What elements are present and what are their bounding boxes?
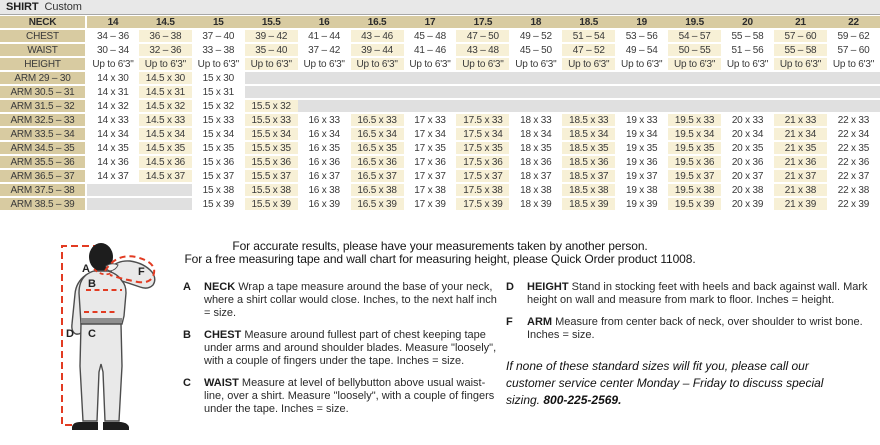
size-cell: 18.5 x 33 bbox=[562, 113, 615, 127]
empty-cell bbox=[721, 71, 774, 85]
empty-cell bbox=[456, 85, 509, 99]
size-cell: 16 x 35 bbox=[298, 141, 351, 155]
neck-size-header: 16.5 bbox=[351, 16, 404, 29]
size-cell: Up to 6'3" bbox=[139, 57, 192, 71]
figure-left-shoe bbox=[72, 422, 98, 430]
empty-cell bbox=[562, 99, 615, 113]
size-cell: 17 x 37 bbox=[404, 169, 457, 183]
size-cell: 47 – 52 bbox=[562, 43, 615, 57]
size-cell: 17.5 x 35 bbox=[456, 141, 509, 155]
size-cell: 49 – 52 bbox=[509, 29, 562, 43]
size-cell: Up to 6'3" bbox=[456, 57, 509, 71]
size-cell: 47 – 50 bbox=[456, 29, 509, 43]
neck-size-header: 15 bbox=[192, 16, 245, 29]
empty-cell bbox=[721, 85, 774, 99]
size-cell: 19 x 37 bbox=[615, 169, 668, 183]
size-cell: 57 – 60 bbox=[774, 29, 827, 43]
empty-cell bbox=[668, 71, 721, 85]
size-cell: 15.5 x 39 bbox=[245, 197, 298, 211]
empty-cell bbox=[139, 183, 192, 197]
neck-size-header: 14 bbox=[86, 16, 139, 29]
instruction-letter: D bbox=[506, 281, 514, 293]
neck-size-header: 17 bbox=[404, 16, 457, 29]
empty-cell bbox=[615, 99, 668, 113]
instructions-left-column bbox=[183, 281, 505, 425]
size-cell: Up to 6'3" bbox=[404, 57, 457, 71]
size-cell: Up to 6'3" bbox=[509, 57, 562, 71]
size-cell: 16 x 36 bbox=[298, 155, 351, 169]
size-cell: 16 x 34 bbox=[298, 127, 351, 141]
size-cell: 18.5 x 38 bbox=[562, 183, 615, 197]
size-cell: 51 – 54 bbox=[562, 29, 615, 43]
row-label: ARM 30.5 – 31 bbox=[0, 85, 86, 99]
size-cell: 19.5 x 38 bbox=[668, 183, 721, 197]
size-cell: 18 x 39 bbox=[509, 197, 562, 211]
size-cell: 16.5 x 39 bbox=[351, 197, 404, 211]
size-cell: 14 x 37 bbox=[86, 169, 139, 183]
empty-cell bbox=[298, 71, 351, 85]
empty-cell bbox=[562, 85, 615, 99]
measurement-figure-diagram bbox=[2, 238, 174, 443]
size-cell: 19 x 39 bbox=[615, 197, 668, 211]
size-cell: 15 x 34 bbox=[192, 127, 245, 141]
size-cell: 18.5 x 35 bbox=[562, 141, 615, 155]
empty-cell bbox=[298, 85, 351, 99]
empty-cell bbox=[404, 85, 457, 99]
size-cell: Up to 6'3" bbox=[192, 57, 245, 71]
empty-cell bbox=[721, 99, 774, 113]
empty-cell bbox=[827, 85, 880, 99]
size-cell: 14.5 x 32 bbox=[139, 99, 192, 113]
instruction-letter: C bbox=[183, 377, 191, 389]
size-cell: 20 x 36 bbox=[721, 155, 774, 169]
size-cell: 15 x 31 bbox=[192, 85, 245, 99]
row-label: CHEST bbox=[0, 29, 86, 43]
instruction-letter: F bbox=[506, 316, 513, 328]
instruction-text: Measure around fullest part of chest keeping tape under arms and around shoulder blades. Measure "loosely", with a couple of fingers under the tape. Inches = size. bbox=[204, 329, 497, 367]
figure-right-shoe bbox=[103, 422, 129, 430]
size-cell: 18.5 x 37 bbox=[562, 169, 615, 183]
size-table-row bbox=[0, 85, 880, 99]
size-cell: 19.5 x 33 bbox=[668, 113, 721, 127]
corner-label: NECK bbox=[0, 16, 86, 29]
size-cell: 45 – 50 bbox=[509, 43, 562, 57]
size-cell: 17.5 x 38 bbox=[456, 183, 509, 197]
empty-cell bbox=[509, 85, 562, 99]
figure-legs bbox=[80, 324, 122, 421]
size-cell: 17 x 34 bbox=[404, 127, 457, 141]
intro-line-2: For a free measuring tape and wall chart for measuring height, please Quick Order product 11008. bbox=[184, 252, 696, 266]
size-cell: 19 x 36 bbox=[615, 155, 668, 169]
size-cell: 32 – 36 bbox=[139, 43, 192, 57]
instruction-waist bbox=[183, 377, 505, 416]
size-cell: 19.5 x 39 bbox=[668, 197, 721, 211]
empty-cell bbox=[774, 71, 827, 85]
neck-size-header: 19 bbox=[615, 16, 668, 29]
empty-cell bbox=[774, 85, 827, 99]
size-cell: 17 x 38 bbox=[404, 183, 457, 197]
size-cell: 20 x 33 bbox=[721, 113, 774, 127]
instruction-letter: B bbox=[183, 329, 191, 341]
size-cell: 22 x 33 bbox=[827, 113, 880, 127]
empty-cell bbox=[615, 85, 668, 99]
empty-cell bbox=[509, 71, 562, 85]
row-label: ARM 38.5 – 39 bbox=[0, 197, 86, 211]
instruction-text: Measure at level of bellybutton above usual waist-line, over a shirt. Measure "loosely", with a couple of fingers under the tape. Inches = size. bbox=[204, 377, 495, 415]
size-table-row bbox=[0, 43, 880, 57]
instruction-arm bbox=[506, 316, 874, 342]
size-cell: 14 x 32 bbox=[86, 99, 139, 113]
size-cell: 21 x 37 bbox=[774, 169, 827, 183]
instruction-text: Wrap a tape measure around the base of your neck, where a shirt collar would close. Inches, to the next half inch = size. bbox=[204, 281, 497, 319]
size-cell: 14.5 x 37 bbox=[139, 169, 192, 183]
size-cell: 15 x 36 bbox=[192, 155, 245, 169]
size-cell: 54 – 57 bbox=[668, 29, 721, 43]
size-cell: 19.5 x 35 bbox=[668, 141, 721, 155]
size-cell: 16 x 33 bbox=[298, 113, 351, 127]
intro-text bbox=[0, 240, 880, 266]
size-cell: Up to 6'3" bbox=[562, 57, 615, 71]
figure-label-a: A bbox=[82, 263, 90, 275]
size-cell: 16.5 x 37 bbox=[351, 169, 404, 183]
empty-cell bbox=[245, 71, 298, 85]
size-cell: 19.5 x 37 bbox=[668, 169, 721, 183]
empty-cell bbox=[668, 85, 721, 99]
size-cell: 39 – 42 bbox=[245, 29, 298, 43]
size-cell: 15 x 39 bbox=[192, 197, 245, 211]
size-cell: Up to 6'3" bbox=[86, 57, 139, 71]
table-title-bar bbox=[0, 0, 880, 15]
size-cell: 18 x 38 bbox=[509, 183, 562, 197]
instruction-term: ARM bbox=[527, 316, 553, 328]
size-cell: 51 – 56 bbox=[721, 43, 774, 57]
size-cell: 18 x 36 bbox=[509, 155, 562, 169]
size-cell: 17 x 33 bbox=[404, 113, 457, 127]
figure-belt bbox=[81, 318, 122, 323]
size-cell: 22 x 38 bbox=[827, 183, 880, 197]
row-label: ARM 31.5 – 32 bbox=[0, 99, 86, 113]
figure-label-f: F bbox=[138, 266, 145, 278]
row-label: ARM 32.5 – 33 bbox=[0, 113, 86, 127]
size-cell: 55 – 58 bbox=[774, 43, 827, 57]
size-cell: Up to 6'3" bbox=[615, 57, 668, 71]
size-cell: 20 x 34 bbox=[721, 127, 774, 141]
size-cell: 18 x 33 bbox=[509, 113, 562, 127]
size-cell: 20 x 37 bbox=[721, 169, 774, 183]
size-cell: 43 – 46 bbox=[351, 29, 404, 43]
size-cell: 14 x 33 bbox=[86, 113, 139, 127]
size-cell: 18.5 x 36 bbox=[562, 155, 615, 169]
size-cell: Up to 6'3" bbox=[351, 57, 404, 71]
size-cell: 34 – 36 bbox=[86, 29, 139, 43]
size-cell: 55 – 58 bbox=[721, 29, 774, 43]
size-cell: 15 x 38 bbox=[192, 183, 245, 197]
size-cell: 35 – 40 bbox=[245, 43, 298, 57]
size-cell: 17.5 x 37 bbox=[456, 169, 509, 183]
size-cell: 50 – 55 bbox=[668, 43, 721, 57]
neck-size-header: 21 bbox=[774, 16, 827, 29]
size-cell: 22 x 34 bbox=[827, 127, 880, 141]
size-table-row bbox=[0, 141, 880, 155]
size-cell: 33 – 38 bbox=[192, 43, 245, 57]
empty-cell bbox=[86, 197, 139, 211]
size-cell: 37 – 40 bbox=[192, 29, 245, 43]
neck-size-header: 20 bbox=[721, 16, 774, 29]
size-table-row bbox=[0, 169, 880, 183]
neck-size-header: 16 bbox=[298, 16, 351, 29]
instruction-term: NECK bbox=[204, 281, 236, 293]
empty-cell bbox=[351, 71, 404, 85]
size-cell: 15 x 32 bbox=[192, 99, 245, 113]
size-cell: 19 x 35 bbox=[615, 141, 668, 155]
size-cell: 17.5 x 39 bbox=[456, 197, 509, 211]
size-cell: 20 x 35 bbox=[721, 141, 774, 155]
empty-cell bbox=[456, 71, 509, 85]
instruction-chest bbox=[183, 329, 505, 368]
size-cell: 22 x 39 bbox=[827, 197, 880, 211]
size-cell: 15.5 x 34 bbox=[245, 127, 298, 141]
size-cell: 15.5 x 37 bbox=[245, 169, 298, 183]
instruction-term: WAIST bbox=[204, 377, 239, 389]
figure-label-d: D bbox=[66, 328, 74, 340]
size-table-row bbox=[0, 29, 880, 43]
empty-cell bbox=[86, 183, 139, 197]
figure-label-b: B bbox=[88, 278, 96, 290]
size-table-row bbox=[0, 57, 880, 71]
size-table-row bbox=[0, 197, 880, 211]
size-cell: 16.5 x 38 bbox=[351, 183, 404, 197]
empty-cell bbox=[404, 99, 457, 113]
instructions-right-column bbox=[506, 281, 874, 409]
empty-cell bbox=[827, 99, 880, 113]
size-cell: 18 x 37 bbox=[509, 169, 562, 183]
row-label: ARM 37.5 – 38 bbox=[0, 183, 86, 197]
size-cell: 17.5 x 36 bbox=[456, 155, 509, 169]
empty-cell bbox=[827, 71, 880, 85]
size-cell: 15.5 x 33 bbox=[245, 113, 298, 127]
size-cell: 14.5 x 34 bbox=[139, 127, 192, 141]
size-cell: 45 – 48 bbox=[404, 29, 457, 43]
size-cell: 30 – 34 bbox=[86, 43, 139, 57]
intro-line-1: For accurate results, please have your measurements taken by another person. bbox=[232, 239, 648, 253]
figure-torso bbox=[79, 271, 126, 324]
size-cell: 19 x 33 bbox=[615, 113, 668, 127]
size-cell: Up to 6'3" bbox=[245, 57, 298, 71]
size-cell: 15 x 35 bbox=[192, 141, 245, 155]
size-cell: 16.5 x 36 bbox=[351, 155, 404, 169]
empty-cell bbox=[456, 99, 509, 113]
empty-cell bbox=[139, 197, 192, 211]
size-table-row bbox=[0, 183, 880, 197]
size-cell: 19 x 34 bbox=[615, 127, 668, 141]
size-cell: Up to 6'3" bbox=[827, 57, 880, 71]
size-cell: 18.5 x 39 bbox=[562, 197, 615, 211]
empty-cell bbox=[668, 99, 721, 113]
size-cell: 15.5 x 38 bbox=[245, 183, 298, 197]
neck-size-header: 15.5 bbox=[245, 16, 298, 29]
size-cell: 14 x 36 bbox=[86, 155, 139, 169]
size-cell: 22 x 37 bbox=[827, 169, 880, 183]
empty-cell bbox=[351, 99, 404, 113]
empty-cell bbox=[509, 99, 562, 113]
size-cell: 53 – 56 bbox=[615, 29, 668, 43]
size-cell: 37 – 42 bbox=[298, 43, 351, 57]
size-cell: 15.5 x 32 bbox=[245, 99, 298, 113]
size-cell: 36 – 38 bbox=[139, 29, 192, 43]
size-cell: 14 x 31 bbox=[86, 85, 139, 99]
size-cell: 15.5 x 35 bbox=[245, 141, 298, 155]
empty-cell bbox=[562, 71, 615, 85]
neck-size-header: 18.5 bbox=[562, 16, 615, 29]
neck-size-header: 17.5 bbox=[456, 16, 509, 29]
size-cell: 14 x 30 bbox=[86, 71, 139, 85]
size-cell: 19.5 x 34 bbox=[668, 127, 721, 141]
size-cell: 16.5 x 35 bbox=[351, 141, 404, 155]
neck-header-row bbox=[0, 16, 880, 29]
size-cell: 49 – 54 bbox=[615, 43, 668, 57]
instruction-neck bbox=[183, 281, 505, 320]
size-cell: 14 x 34 bbox=[86, 127, 139, 141]
size-cell: 14.5 x 31 bbox=[139, 85, 192, 99]
size-cell: 16 x 37 bbox=[298, 169, 351, 183]
size-cell: 59 – 62 bbox=[827, 29, 880, 43]
row-label: ARM 35.5 – 36 bbox=[0, 155, 86, 169]
shirt-size-table bbox=[0, 16, 880, 212]
size-cell: 17 x 39 bbox=[404, 197, 457, 211]
empty-cell bbox=[774, 99, 827, 113]
size-cell: 21 x 33 bbox=[774, 113, 827, 127]
neck-size-header: 14.5 bbox=[139, 16, 192, 29]
size-cell: 20 x 39 bbox=[721, 197, 774, 211]
size-cell: 14 x 35 bbox=[86, 141, 139, 155]
size-cell: 19 x 38 bbox=[615, 183, 668, 197]
size-cell: 16 x 38 bbox=[298, 183, 351, 197]
size-cell: Up to 6'3" bbox=[668, 57, 721, 71]
row-label: ARM 29 – 30 bbox=[0, 71, 86, 85]
neck-size-header: 22 bbox=[827, 16, 880, 29]
size-cell: 41 – 44 bbox=[298, 29, 351, 43]
size-cell: 21 x 38 bbox=[774, 183, 827, 197]
size-cell: 14.5 x 36 bbox=[139, 155, 192, 169]
row-label: ARM 36.5 – 37 bbox=[0, 169, 86, 183]
size-cell: 43 – 48 bbox=[456, 43, 509, 57]
size-cell: 17 x 36 bbox=[404, 155, 457, 169]
instruction-letter: A bbox=[183, 281, 191, 293]
empty-cell bbox=[404, 71, 457, 85]
size-table-row bbox=[0, 99, 880, 113]
size-cell: 21 x 35 bbox=[774, 141, 827, 155]
size-cell: 21 x 39 bbox=[774, 197, 827, 211]
row-label: WAIST bbox=[0, 43, 86, 57]
size-table-row bbox=[0, 71, 880, 85]
instruction-term: HEIGHT bbox=[527, 281, 569, 293]
size-cell: 16.5 x 33 bbox=[351, 113, 404, 127]
size-cell: Up to 6'3" bbox=[298, 57, 351, 71]
size-cell: 15 x 37 bbox=[192, 169, 245, 183]
size-cell: 22 x 35 bbox=[827, 141, 880, 155]
size-cell: 14.5 x 30 bbox=[139, 71, 192, 85]
row-label: HEIGHT bbox=[0, 57, 86, 71]
empty-cell bbox=[351, 85, 404, 99]
size-cell: 17 x 35 bbox=[404, 141, 457, 155]
size-cell: 14.5 x 33 bbox=[139, 113, 192, 127]
size-cell: 41 – 46 bbox=[404, 43, 457, 57]
size-cell: 15 x 30 bbox=[192, 71, 245, 85]
size-table-row bbox=[0, 113, 880, 127]
instruction-text: Measure from center back of neck, over shoulder to wrist bone. Inches = size. bbox=[527, 316, 863, 341]
size-cell: 57 – 60 bbox=[827, 43, 880, 57]
instruction-height bbox=[506, 281, 874, 307]
empty-cell bbox=[615, 71, 668, 85]
size-cell: 15 x 33 bbox=[192, 113, 245, 127]
size-cell: 17.5 x 33 bbox=[456, 113, 509, 127]
size-table-row bbox=[0, 127, 880, 141]
instruction-term: CHEST bbox=[204, 329, 242, 341]
empty-cell bbox=[298, 99, 351, 113]
size-cell: Up to 6'3" bbox=[721, 57, 774, 71]
size-cell: 21 x 36 bbox=[774, 155, 827, 169]
size-cell: 16 x 39 bbox=[298, 197, 351, 211]
size-cell: Up to 6'3" bbox=[774, 57, 827, 71]
figure-label-c: C bbox=[88, 328, 96, 340]
size-cell: 18 x 35 bbox=[509, 141, 562, 155]
size-cell: 20 x 38 bbox=[721, 183, 774, 197]
neck-size-header: 18 bbox=[509, 16, 562, 29]
row-label: ARM 33.5 – 34 bbox=[0, 127, 86, 141]
instruction-text: Stand in stocking feet with heels and back against wall. Mark height on wall and measure from mark to floor. Inches = height. bbox=[527, 281, 868, 306]
special-sizing-text: If none of these standard sizes will fit you, please call our customer service center Monday – Friday to discuss special sizing. bbox=[506, 359, 824, 407]
empty-cell bbox=[245, 85, 298, 99]
size-cell: 19.5 x 36 bbox=[668, 155, 721, 169]
size-cell: 18.5 x 34 bbox=[562, 127, 615, 141]
special-sizing-note bbox=[506, 358, 851, 409]
size-cell: 14.5 x 35 bbox=[139, 141, 192, 155]
size-cell: 39 – 44 bbox=[351, 43, 404, 57]
size-cell: 16.5 x 34 bbox=[351, 127, 404, 141]
size-cell: 15.5 x 36 bbox=[245, 155, 298, 169]
phone-number: 800-225-2569. bbox=[543, 393, 622, 407]
row-label: ARM 34.5 – 35 bbox=[0, 141, 86, 155]
brand-label: SHIRT bbox=[6, 1, 39, 13]
variant-label: Custom bbox=[44, 1, 82, 13]
size-cell: 21 x 34 bbox=[774, 127, 827, 141]
size-cell: 22 x 36 bbox=[827, 155, 880, 169]
size-cell: 18 x 34 bbox=[509, 127, 562, 141]
size-cell: 17.5 x 34 bbox=[456, 127, 509, 141]
size-table-row bbox=[0, 155, 880, 169]
neck-size-header: 19.5 bbox=[668, 16, 721, 29]
